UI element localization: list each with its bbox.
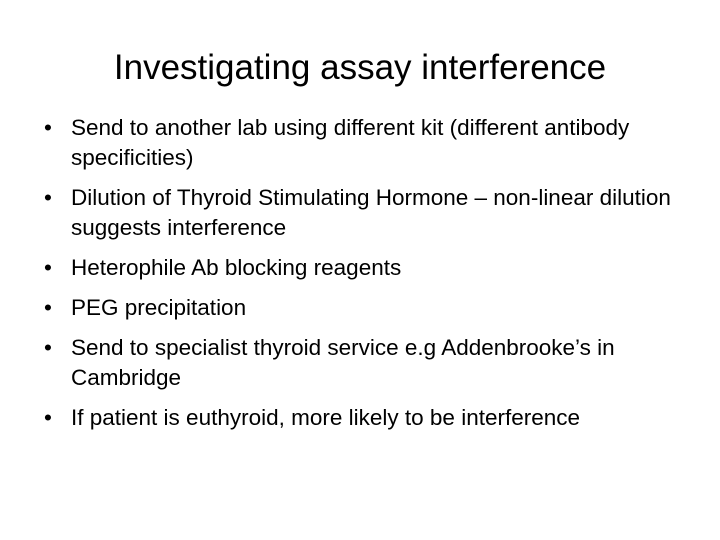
bullet-item-4 — [44, 293, 674, 323]
bullet-icon: • — [44, 255, 52, 280]
bullet-item-2 — [44, 183, 674, 243]
bullet-item-3 — [44, 253, 674, 283]
bullet-text: PEG precipitation — [71, 295, 247, 320]
bullet-text: If patient is euthyroid, more likely to be interference — [71, 405, 581, 430]
bullet-text: Send to specialist thyroid service e.g Addenbrooke’s in Cambridge — [71, 335, 615, 390]
bullet-icon: • — [44, 295, 52, 320]
bullet-text: Send to another lab using different kit (different antibody specificities) — [71, 115, 630, 170]
bullet-icon: • — [44, 335, 52, 360]
bullet-list — [44, 113, 674, 443]
bullet-item-1 — [44, 113, 674, 173]
slide-title: Investigating assay interference — [113, 48, 607, 87]
bullet-icon: • — [44, 405, 52, 430]
bullet-item-6 — [44, 403, 674, 433]
bullet-icon: • — [44, 115, 52, 140]
bullet-text: Dilution of Thyroid Stimulating Hormone – non-linear dilution suggests interference — [71, 185, 671, 240]
bullet-icon: • — [44, 185, 52, 210]
bullet-text: Heterophile Ab blocking reagents — [71, 255, 402, 280]
bullet-item-5 — [44, 333, 674, 393]
